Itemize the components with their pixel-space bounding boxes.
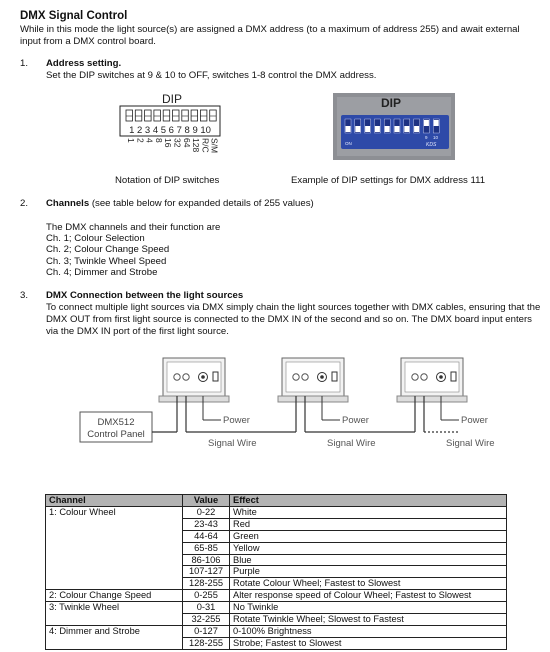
cell-value: 44-64 bbox=[183, 530, 230, 542]
cell-channel: 2: Colour Change Speed bbox=[46, 590, 183, 602]
table-row bbox=[46, 530, 507, 542]
section-3-body: To connect multiple light sources via DMX simply chain the light sources together with DMX cables, ensuring that the DMX OUT from first light source is connected to the DMX IN of the second and so on. The DMX board input enters via the DMX IN port of the first light source. bbox=[46, 302, 541, 337]
cell-value: 0-22 bbox=[183, 506, 230, 518]
dip-photo-num-10: 10 bbox=[433, 135, 439, 140]
dip-photo-switch-knob bbox=[365, 126, 370, 132]
signal-wire-label: Signal Wire bbox=[446, 438, 495, 449]
section-3-title: DMX Connection between the light sources bbox=[46, 290, 244, 301]
table-row bbox=[46, 518, 507, 530]
cell-effect: Alter response speed of Colour Wheel; Fastest to Slowest bbox=[230, 590, 507, 602]
channel-list-item: Ch. 4; Dimmer and Strobe bbox=[46, 266, 158, 278]
dip-photo-label: DIP bbox=[380, 96, 402, 110]
signal-wire-label: Signal Wire bbox=[208, 438, 257, 449]
cell-effect: Strobe; Fastest to Slowest bbox=[230, 637, 507, 649]
light-source-unit bbox=[278, 358, 376, 449]
dip-numbers: 1 2 3 4 5 6 7 8 9 10 bbox=[129, 125, 211, 136]
dip-switch bbox=[173, 110, 180, 121]
cell-effect: Rotate Colour Wheel; Fastest to Slowest bbox=[230, 578, 507, 590]
light-source-units bbox=[152, 358, 495, 449]
cell-channel bbox=[46, 566, 183, 578]
dmx-port-icon bbox=[174, 374, 180, 380]
table-row bbox=[46, 554, 507, 566]
cell-value: 86-106 bbox=[183, 554, 230, 566]
dip-value-label: 128 bbox=[191, 138, 202, 153]
channel-list bbox=[46, 233, 169, 278]
channel-list-item: Ch. 3; Twinkle Wheel Speed bbox=[46, 255, 167, 267]
table-header-row bbox=[46, 495, 507, 507]
dip-switch bbox=[182, 110, 189, 121]
cell-effect: Green bbox=[230, 530, 507, 542]
dip-switch bbox=[135, 110, 142, 121]
cell-value: 32-255 bbox=[183, 614, 230, 626]
dip-photo-switch-knob bbox=[395, 126, 400, 132]
cell-channel: 3: Twinkle Wheel bbox=[46, 602, 183, 614]
dip-photo-switch-knob bbox=[375, 126, 380, 132]
dip-caption-left: Notation of DIP switches bbox=[115, 175, 220, 186]
section-3-number: 3. bbox=[20, 290, 29, 301]
switch-icon bbox=[213, 372, 218, 381]
cell-channel: 4: Dimmer and Strobe bbox=[46, 625, 183, 637]
section-2-subtitle: (see table below for expanded details of 255 values) bbox=[89, 198, 314, 209]
dip-photo-switch-knob bbox=[434, 120, 439, 126]
dip-switch bbox=[191, 110, 198, 121]
cell-effect: Yellow bbox=[230, 542, 507, 554]
power-label: Power bbox=[223, 415, 250, 426]
dip-switch bbox=[145, 110, 152, 121]
dmx-port-icon bbox=[302, 374, 308, 380]
dip-value-label: 32 bbox=[172, 138, 183, 148]
table-row bbox=[46, 602, 507, 614]
switch-icon bbox=[451, 372, 456, 381]
dmx-connection-diagram bbox=[60, 350, 520, 460]
dip-photo-switch-knob bbox=[346, 126, 351, 132]
power-label: Power bbox=[461, 415, 488, 426]
control-panel-label-line1: DMX512 bbox=[97, 417, 135, 428]
channel-list-item: Ch. 1; Colour Selection bbox=[46, 233, 145, 244]
cell-value: 23-43 bbox=[183, 518, 230, 530]
dmx-port-icon bbox=[183, 374, 189, 380]
dmx-port-icon bbox=[293, 374, 299, 380]
dip-switch bbox=[210, 110, 217, 121]
control-panel-label-line2: Control Panel bbox=[87, 429, 145, 440]
cell-value: 0-127 bbox=[183, 625, 230, 637]
dip-switch bbox=[154, 110, 161, 121]
cell-value: 65-85 bbox=[183, 542, 230, 554]
table-row bbox=[46, 625, 507, 637]
section-1-body: Set the DIP switches at 9 & 10 to OFF, switches 1-8 control the DMX address. bbox=[46, 70, 377, 81]
section-2-number: 2. bbox=[20, 198, 29, 209]
dip-photo-switch-knob bbox=[385, 126, 390, 132]
dip-value-label: 64 bbox=[181, 138, 192, 148]
cell-effect: Rotate Twinkle Wheel; Slowest to Fastest bbox=[230, 614, 507, 626]
cell-effect: 0-100% Brightness bbox=[230, 625, 507, 637]
header-channel: Channel bbox=[46, 495, 183, 507]
section-1-title: Address setting. bbox=[46, 58, 122, 69]
header-effect: Effect bbox=[230, 495, 507, 507]
cell-channel bbox=[46, 614, 183, 626]
cell-value: 128-255 bbox=[183, 637, 230, 649]
table-row bbox=[46, 637, 507, 649]
cell-value: 0-255 bbox=[183, 590, 230, 602]
cell-channel bbox=[46, 578, 183, 590]
header-value: Value bbox=[183, 495, 230, 507]
table-row bbox=[46, 542, 507, 554]
cell-effect: Blue bbox=[230, 554, 507, 566]
cell-channel: 1: Colour Wheel bbox=[46, 506, 183, 518]
dip-values bbox=[126, 138, 220, 153]
dip-value-label: 4 bbox=[144, 138, 155, 143]
section-2-title: Channels bbox=[46, 198, 90, 209]
table-row bbox=[46, 566, 507, 578]
section-1-number: 1. bbox=[20, 58, 29, 69]
cell-channel bbox=[46, 542, 183, 554]
dip-photo-num-9: 9 bbox=[425, 135, 428, 140]
dip-switch-row bbox=[126, 110, 216, 121]
light-source-unit bbox=[397, 358, 495, 449]
dip-value-label: 8 bbox=[153, 138, 164, 143]
dip-photo-brand: KDS bbox=[426, 142, 437, 148]
section-2-heading bbox=[46, 198, 314, 210]
table-row bbox=[46, 614, 507, 626]
dip-photo-on-text: ON bbox=[345, 141, 352, 146]
page-title: DMX Signal Control bbox=[20, 10, 128, 22]
signal-wire-label: Signal Wire bbox=[327, 438, 376, 449]
power-label: Power bbox=[342, 415, 369, 426]
dip-caption-right: Example of DIP settings for DMX address 111 bbox=[291, 175, 486, 186]
cell-effect: White bbox=[230, 506, 507, 518]
dmx-port-icon bbox=[421, 374, 427, 380]
light-source-unit bbox=[159, 358, 257, 449]
cell-channel bbox=[46, 554, 183, 566]
dmx-port-icon bbox=[412, 374, 418, 380]
dip-switch bbox=[126, 110, 133, 121]
dip-value-label: 16 bbox=[163, 138, 174, 148]
cell-effect: Purple bbox=[230, 566, 507, 578]
cell-channel bbox=[46, 518, 183, 530]
table-row bbox=[46, 506, 507, 518]
channel-effects-table bbox=[45, 494, 507, 650]
dip-label: DIP bbox=[161, 92, 183, 106]
section-2-body: The DMX channels and their function are bbox=[46, 222, 221, 233]
table-row bbox=[46, 578, 507, 590]
dip-value-label: 1 bbox=[126, 138, 136, 143]
switch-icon bbox=[332, 372, 337, 381]
intro-text: While in this mode the light source(s) are assigned a DMX address (to a maximum of address 255) and await external input from a DMX control board. bbox=[20, 24, 520, 47]
channel-list-item: Ch. 2; Colour Change Speed bbox=[46, 244, 170, 256]
dip-value-label: R/C bbox=[200, 138, 211, 153]
dip-value-label: S/M bbox=[209, 138, 220, 154]
cell-channel bbox=[46, 530, 183, 542]
dip-switch bbox=[163, 110, 170, 121]
dip-notation-diagram bbox=[112, 90, 232, 170]
cell-value: 107-127 bbox=[183, 566, 230, 578]
cell-effect: Red bbox=[230, 518, 507, 530]
dip-photo-switch-knob bbox=[355, 126, 360, 132]
dip-value-label: 2 bbox=[135, 138, 146, 143]
cell-effect: No Twinkle bbox=[230, 602, 507, 614]
dip-photo-switch-knob bbox=[414, 126, 419, 132]
cell-value: 128-255 bbox=[183, 578, 230, 590]
cell-channel bbox=[46, 637, 183, 649]
cell-value: 0-31 bbox=[183, 602, 230, 614]
dip-photo-switch-knob bbox=[404, 126, 409, 132]
dip-switch bbox=[200, 110, 207, 121]
dip-photo-switch-knob bbox=[424, 120, 429, 126]
dip-photo bbox=[333, 93, 455, 160]
table-row bbox=[46, 590, 507, 602]
